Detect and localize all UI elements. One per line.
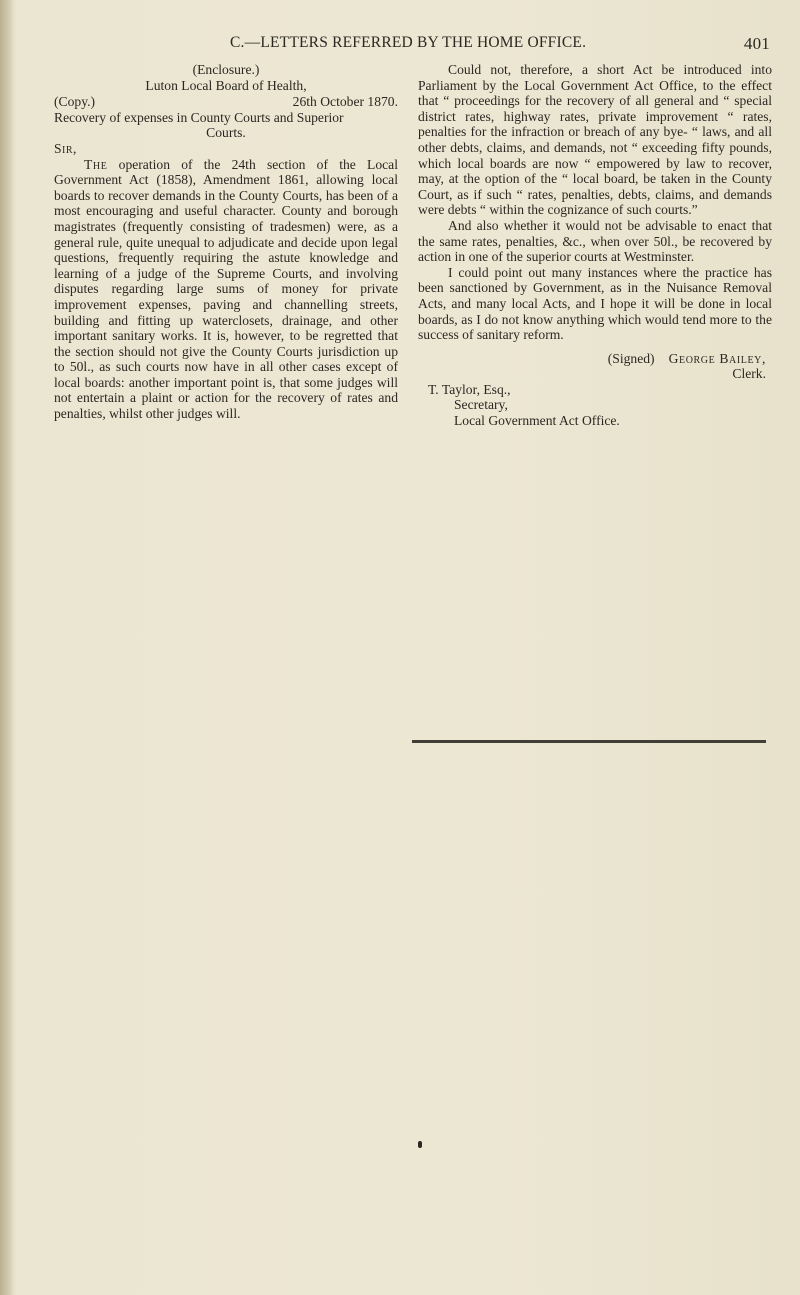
ink-speck <box>418 1141 422 1148</box>
paragraph-lead-word: The <box>84 156 108 172</box>
right-column <box>418 62 772 429</box>
organisation-name: Luton Local Board of Health, <box>145 77 307 93</box>
page-binding-shadow <box>0 0 14 1295</box>
right-paragraph-2: And also whether it would not be advisable to enact that the same rates, penalties, &c., when over 50l., be recovered by action in one of the superior courts at Westminster. <box>418 217 772 265</box>
salutation: Sir, <box>54 140 77 156</box>
page-header <box>230 34 770 54</box>
left-paragraph-1 <box>54 157 398 422</box>
copy-date-line <box>54 94 398 110</box>
running-title: C.—LETTERS REFERRED BY THE HOME OFFICE. <box>230 34 587 51</box>
addressee-title: Secretary, <box>454 397 508 413</box>
letter-date: 26th October 1870. <box>292 94 398 110</box>
left-paragraph-1-text: operation of the 24th section of the Local Government Act (1858), Amendment 1861, allowing local boards to recover demands in the County Courts, has been of a most encouraging and useful character. County and borough magistrates (frequently consisting of tradesmen) were, as a general rule, quite unequal to adjudicate and decide upon legal questions, frequently requiring the astute knowledge and learning of a judge of the Supreme Courts, and involving disputes regarding large sums of money for private improvement expenses, paving and channelling streets, building and fitting up waterclosets, drainage, and other important sanitary works. It is, however, to be regretted that the section should not give the County Courts jurisdiction up to 50l., as such courts now have in all other cases except of local boards: another important point is, that some judges will not entertain a plaint or action for the recovery of rates and penalties, whilst other judges will. <box>54 156 398 422</box>
right-paragraph-1: Could not, therefore, a short Act be introduced into Parliament by the Local Government Act Office, to the effect that “ proceedings for the recovery of all general and “ special district rates, highway rates, private improvement “ rates, penalties for the infraction or breach of any bye- “ laws, and all other debts, claims, and demands, not “ exceeding fifty pounds, which local boards are now “ empowered by law to recover, may, at the option of the “ local board, be taken in the County Court, as if such “ rates, penalties, debts, claims, and demands were debts “ within the cognizance of such courts.” <box>418 62 772 218</box>
signer-name: George Bailey, <box>668 350 766 366</box>
copy-label: (Copy.) <box>54 94 96 110</box>
section-end-rule <box>412 740 766 743</box>
signer-title: Clerk. <box>732 366 766 382</box>
addressee-office: Local Government Act Office. <box>454 413 620 429</box>
left-column <box>54 62 398 422</box>
page-number: 401 <box>743 34 770 53</box>
right-paragraph-3: I could point out many instances where the practice has been sanctioned by Government, as in the Nuisance Removal Acts, and many local Acts, and I hope it will be done in local boards, as I do not know anything which would tend more to the success of sanitary reform. <box>418 264 772 343</box>
enclosure-label: (Enclosure.) <box>192 62 260 77</box>
subject-line-2: Courts. <box>206 125 246 141</box>
signature-line <box>418 351 772 367</box>
subject-line-1: Recovery of expenses in County Courts and Superior <box>54 109 344 125</box>
signed-label: (Signed) <box>607 350 655 366</box>
letter-subject <box>54 110 398 141</box>
addressee-name: T. Taylor, Esq., <box>428 381 511 397</box>
